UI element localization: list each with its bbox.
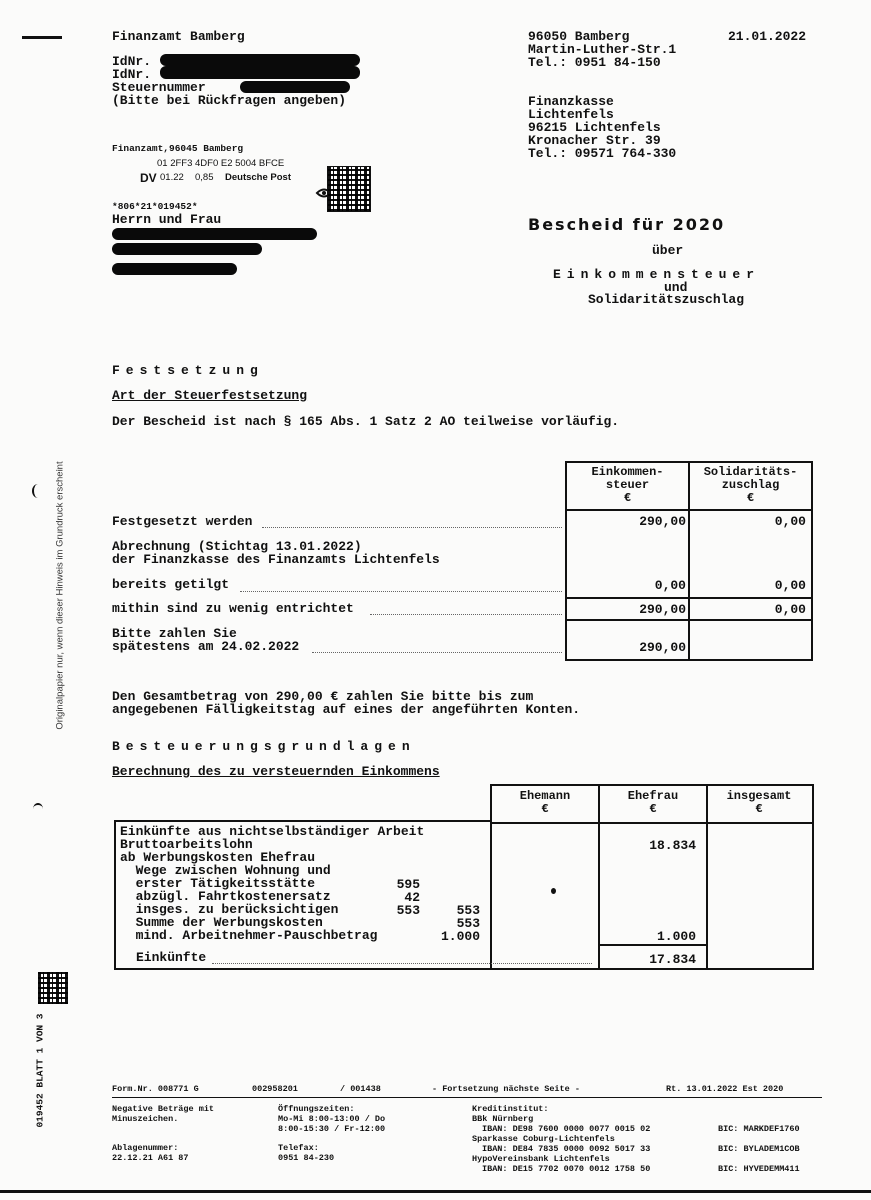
income-section-title: Einkünfte aus nichtselbständiger Arbeit <box>120 824 425 839</box>
negative-note: Minuszeichen. <box>112 1114 179 1124</box>
leader-dots <box>262 526 562 528</box>
letter-date: 21.01.2022 <box>728 29 807 44</box>
page-bottom-rule <box>0 1190 871 1193</box>
value-b: 1.000 <box>440 929 480 944</box>
bank-bic: BIC: BYLADEM1COB <box>718 1144 800 1154</box>
bank-iban: IBAN: DE98 7600 0000 0077 0015 02 <box>482 1124 651 1134</box>
subsection-heading: Berechnung des zu versteuernden Einkommens <box>112 764 440 779</box>
row-label: Bitte zahlen Sie <box>112 626 237 641</box>
income-line: ab Werbungskosten Ehefrau <box>120 850 316 865</box>
rueckfragen-note: (Bitte bei Rückfragen angeben) <box>112 93 347 108</box>
punch-mark <box>32 484 44 498</box>
kasse-address-line: Tel.: 09571 764-330 <box>528 146 677 161</box>
postage-date: 01.22 <box>160 172 184 183</box>
redaction <box>112 263 237 275</box>
form-code: 002958201 <box>252 1084 298 1094</box>
value-est: 290,00 <box>639 602 686 617</box>
income-line: erster Tätigkeitsstätte <box>120 876 316 891</box>
footer-rule <box>112 1097 822 1098</box>
title-ueber: über <box>652 243 684 258</box>
bank-name: Sparkasse Coburg-Lichtenfels <box>472 1134 615 1144</box>
table-divider <box>565 509 811 511</box>
value-ehefrau: 18.834 <box>649 838 696 853</box>
opening-hours: 8:00-15:30 / Fr-12:00 <box>278 1124 386 1134</box>
redaction <box>160 66 360 79</box>
row-label: Festgesetzt werden <box>112 514 253 529</box>
opening-hours-label: Öffnungszeiten: <box>278 1104 355 1114</box>
table-divider <box>565 597 811 599</box>
idnr-label: IdNr. <box>112 67 152 82</box>
row-label: spätestens am 24.02.2022 <box>112 639 300 654</box>
leader-dots <box>312 651 562 653</box>
idnr-label: IdNr. <box>112 54 152 69</box>
col-header: insgesamt € <box>726 789 792 816</box>
value-a: 42 <box>404 890 420 905</box>
negative-note: Negative Beträge mit <box>112 1104 215 1114</box>
office-address-line: Martin-Luther-Str.1 <box>528 42 677 57</box>
value-est: 0,00 <box>654 578 686 593</box>
form-number: Form.Nr. 008771 G <box>112 1084 199 1094</box>
section-heading: Festsetzung <box>112 363 264 378</box>
postage-brand: Deutsche Post <box>225 172 291 183</box>
value-est: 290,00 <box>639 640 686 655</box>
title-tax: Einkommensteuer <box>553 267 761 282</box>
leader-dots <box>212 962 592 964</box>
telefax-number: 0951 84-230 <box>278 1153 335 1163</box>
leader-dots <box>240 590 562 592</box>
value-soli: 0,00 <box>774 602 806 617</box>
punch-mark <box>33 803 43 815</box>
leader-dots <box>370 613 562 615</box>
steuernummer-label: Steuernummer <box>112 80 206 95</box>
vorlaeufig-note: Der Bescheid ist nach § 165 Abs. 1 Satz 2 AO teilweise vorläufig. <box>112 414 620 429</box>
value-b: 553 <box>456 903 480 918</box>
form-code: / 001438 <box>340 1084 381 1094</box>
bank-bic: BIC: HYVEDEMM411 <box>718 1164 800 1174</box>
vertical-note: Originalpapier nur, wenn dieser Hinweis im Grundruck erscheint <box>54 461 66 730</box>
col-header: Ehemann € <box>519 789 571 816</box>
recipient-salutation: Herrn und Frau <box>112 212 222 227</box>
redaction <box>160 54 360 66</box>
col-header: Solidaritäts- zuschlag € <box>703 465 798 505</box>
ink-dot <box>551 888 556 894</box>
barcode-text: *806*21*019452* <box>112 201 198 212</box>
postage-price: 0,85 <box>195 172 214 183</box>
table-divider <box>565 619 811 621</box>
opening-hours: Mo-Mi 8:00-13:00 / Do <box>278 1114 386 1124</box>
title-soli: Solidaritätszuschlag <box>588 292 745 307</box>
bank-label: Kreditinstitut: <box>472 1104 549 1114</box>
payment-text: Den Gesamtbetrag von 290,00 € zahlen Sie bitte bis zum <box>112 689 534 704</box>
table-divider <box>598 944 708 946</box>
telefax-label: Telefax: <box>278 1143 319 1153</box>
ablage-label: Ablagenummer: <box>112 1143 179 1153</box>
income-line: mind. Arbeitnehmer-Pauschbetrag <box>120 928 378 943</box>
row-label: mithin sind zu wenig entrichtet <box>112 601 354 616</box>
bank-iban: IBAN: DE15 7702 0070 0012 1758 50 <box>482 1164 651 1174</box>
page-counter: 019452 BLATT 1 VON 3 <box>34 1013 46 1128</box>
rt-date: Rt. 13.01.2022 Est 2020 <box>666 1084 784 1094</box>
office-address-line: 96050 Bamberg <box>528 29 630 44</box>
bank-bic: BIC: MARKDEF1760 <box>718 1124 800 1134</box>
section-heading: Besteuerungsgrundlagen <box>112 739 416 754</box>
title-und: und <box>664 280 688 295</box>
income-line: Summe der Werbungskosten <box>120 915 323 930</box>
row-label: Abrechnung (Stichtag 13.01.2022) <box>112 539 362 554</box>
payment-text: angegebenen Fälligkeitstag auf eines der angeführten Konten. <box>112 702 581 717</box>
einkuenfte-value: 17.834 <box>649 952 696 967</box>
row-label: bereits getilgt <box>112 577 230 592</box>
postage-dv: DV <box>140 171 157 185</box>
value-ehefrau: 1.000 <box>656 929 696 944</box>
bank-name: BBk Nürnberg <box>472 1114 534 1124</box>
value-est: 290,00 <box>639 514 686 529</box>
office-name: Finanzamt Bamberg <box>112 29 245 44</box>
bank-iban: IBAN: DE84 7835 0000 0092 5017 33 <box>482 1144 651 1154</box>
continuation-note: - Fortsetzung nächste Seite - <box>432 1084 580 1094</box>
document-title: Bescheid für 2020 <box>528 215 726 234</box>
office-address-line: Tel.: 0951 84-150 <box>528 55 661 70</box>
kasse-address-line: Lichtenfels <box>528 107 614 122</box>
col-header: Ehefrau € <box>627 789 679 816</box>
datamatrix-code-icon <box>38 972 68 1004</box>
redaction <box>240 81 350 93</box>
bank-name: HypoVereinsbank Lichtenfels <box>472 1154 610 1164</box>
col-header: Einkommen- steuer € <box>591 465 664 505</box>
table-divider <box>114 820 492 822</box>
postage-code: 01 2FF3 4DF0 E2 5004 BFCE <box>157 158 285 169</box>
income-line: insges. zu berücksichtigen <box>120 902 339 917</box>
income-line: abzügl. Fahrtkostenersatz <box>120 889 331 904</box>
redaction <box>112 228 317 240</box>
value-b: 553 <box>456 916 480 931</box>
fold-mark <box>22 36 62 39</box>
post-horn-icon <box>296 167 314 183</box>
kasse-address-line: Finanzkasse <box>528 94 614 109</box>
einkuenfte-label: Einkünfte <box>136 950 207 965</box>
row-label: der Finanzkasse des Finanzamts Lichtenfels <box>112 552 440 567</box>
sender-line: Finanzamt,96045 Bamberg <box>112 143 244 154</box>
value-soli: 0,00 <box>774 578 806 593</box>
value-soli: 0,00 <box>774 514 806 529</box>
value-a: 595 <box>396 877 420 892</box>
income-line: Wege zwischen Wohnung und <box>120 863 331 878</box>
ablage-number: 22.12.21 A61 87 <box>112 1153 189 1163</box>
kasse-address-line: Kronacher Str. 39 <box>528 133 661 148</box>
redaction <box>112 243 262 255</box>
subsection-heading: Art der Steuerfestsetzung <box>112 388 308 403</box>
income-line: Bruttoarbeitslohn <box>120 837 253 852</box>
kasse-address-line: 96215 Lichtenfels <box>528 120 661 135</box>
datamatrix-code-icon <box>327 166 371 212</box>
value-a: 553 <box>396 903 420 918</box>
